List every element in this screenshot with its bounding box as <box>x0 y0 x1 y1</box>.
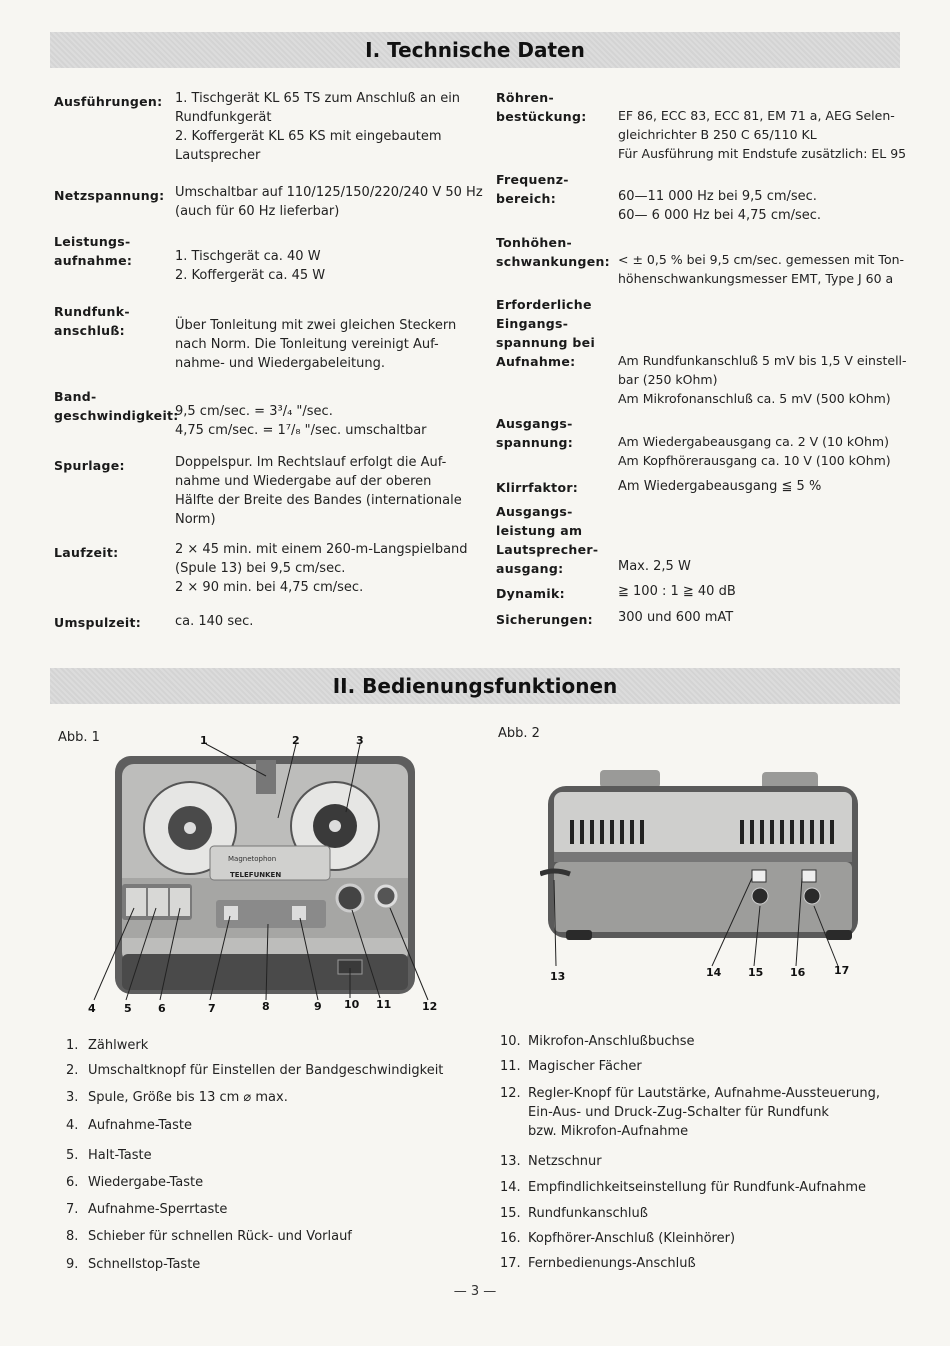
spec-label: Ausgangs- spannung: <box>496 416 574 450</box>
spec-label: Dynamik: <box>496 586 565 601</box>
spec-label: Ausgangs- leistung am Lautsprecher- ausgang: <box>496 504 599 576</box>
spec-value: Am Rundfunkanschluß 5 mV bis 1,5 V einstell- bar (250 kOhm) Am Mikrofonanschluß ca. 5 mV (500 kOhm) <box>618 353 907 406</box>
callout-4: 4 <box>88 1002 96 1015</box>
spec-value: 2 × 45 min. mit einem 260-m-Langspielband (Spule 13) bei 9,5 cm/sec. 2 × 90 min. bei 4,75 cm/sec. <box>175 542 468 595</box>
spec-value: 9,5 cm/sec. = 3³/₄ "/sec. 4,75 cm/sec. = 1⁷/₈ "/sec. umschaltbar <box>175 404 427 438</box>
legend-item: 17. Fernbedienungs-Anschluß <box>500 1256 696 1271</box>
spec-label: Sicherungen: <box>496 612 593 627</box>
spec-label: Band- geschwindigkeit: <box>54 389 179 423</box>
spec-value: 1. Tischgerät ca. 40 W 2. Koffergerät ca. 45 W <box>175 249 326 283</box>
spec-value: Doppelspur. Im Rechtslauf erfolgt die Auf- nahme und Wiedergabe auf der oberen Hälfte der Breite des Bandes (internationale Norm) <box>175 455 462 527</box>
section-technical-data-heading: I. Technische Daten <box>50 32 900 68</box>
legend-item: 8. Schieber für schnellen Rück- und Vorlauf <box>66 1229 352 1244</box>
legend-item: 10. Mikrofon-Anschlußbuchse <box>500 1034 695 1049</box>
telefunken-plate: TELEFUNKEN <box>230 871 282 879</box>
spec-value: EF 86, ECC 83, ECC 81, EM 71 a, AEG Selen- gleichrichter B 250 C 65/110 KL Für Ausführung mit Endstufe zusätzlich: EL 95 <box>618 108 907 161</box>
figure-1-label: Abb. 1 <box>58 730 100 745</box>
legend-item: 9. Schnellstop-Taste <box>66 1257 201 1272</box>
spec-label: Netzspannung: <box>54 188 165 203</box>
spec-value: 60—11 000 Hz bei 9,5 cm/sec. 60— 6 000 Hz bei 4,75 cm/sec. <box>618 189 822 223</box>
spec-value: Max. 2,5 W <box>618 559 691 574</box>
legend-item: 12. Regler-Knopf für Lautstärke, Aufnahme-Aussteuerung, Ein-Aus- und Druck-Zug-Schalter für Rundfunk bzw. Mikrofon-Aufnahme <box>500 1086 880 1139</box>
legend-item: 5. Halt-Taste <box>66 1148 152 1163</box>
callout-14: 14 <box>706 966 722 979</box>
legend-item: 1. Zählwerk <box>66 1038 149 1053</box>
callout-8: 8 <box>262 1000 270 1013</box>
legend-item: 11. Magischer Fächer <box>500 1059 642 1074</box>
spec-label: Spurlage: <box>54 458 125 473</box>
legend-item: 15. Rundfunkanschluß <box>500 1206 648 1221</box>
legend-item: 14. Empfindlichkeitseinstellung für Rundfunk-Aufnahme <box>500 1180 867 1195</box>
callout-17: 17 <box>834 964 850 977</box>
callout-6: 6 <box>158 1002 166 1015</box>
spec-value: Am Wiedergabeausgang ca. 2 V (10 kOhm) Am Kopfhörerausgang ca. 10 V (100 kOhm) <box>618 434 891 468</box>
legend-item: 13. Netzschnur <box>500 1154 602 1169</box>
callout-10: 10 <box>344 998 360 1011</box>
spec-value: Am Wiedergabeausgang ≦ 5 % <box>618 479 822 494</box>
spec-label: Erforderliche Eingangs- spannung bei Aufnahme: <box>496 297 596 369</box>
spec-value: 1. Tischgerät KL 65 TS zum Anschluß an ein Rundfunkgerät 2. Koffergerät KL 65 KS mit eingebautem Lautsprecher <box>175 91 461 163</box>
spec-label: Rundfunk- anschluß: <box>54 304 130 338</box>
spec-value: < ± 0,5 % bei 9,5 cm/sec. gemessen mit Ton- höhenschwankungsmesser EMT, Type J 60 a <box>618 252 905 286</box>
callout-3: 3 <box>356 734 364 747</box>
spec-value: ≧ 100 : 1 ≧ 40 dB <box>618 584 736 599</box>
magnetophon-plate: Magnetophon <box>228 855 277 863</box>
tape-recorder-front-photo <box>60 728 460 1018</box>
legend-item: 3. Spule, Größe bis 13 cm ⌀ max. <box>66 1090 288 1105</box>
figure-2-label: Abb. 2 <box>498 726 540 741</box>
tape-recorder-rear-photo <box>540 770 870 970</box>
spec-label: Tonhöhen- schwankungen: <box>496 235 610 269</box>
spec-value: ca. 140 sec. <box>175 614 254 629</box>
magic-eye-knob <box>337 885 363 911</box>
callout-5: 5 <box>124 1002 132 1015</box>
legend-item: 7. Aufnahme-Sperrtaste <box>66 1202 228 1217</box>
callout-15: 15 <box>748 966 764 979</box>
spec-label: Leistungs- aufnahme: <box>54 234 133 268</box>
callout-13: 13 <box>550 970 566 983</box>
legend-item: 2. Umschaltknopf für Einstellen der Bandgeschwindigkeit <box>66 1063 444 1078</box>
spec-label: Laufzeit: <box>54 545 119 560</box>
legend-item: 16. Kopfhörer-Anschluß (Kleinhörer) <box>500 1231 736 1246</box>
legend-item: 6. Wiedergabe-Taste <box>66 1175 204 1190</box>
spec-label: Frequenz- bereich: <box>496 172 569 206</box>
callout-12: 12 <box>422 1000 438 1013</box>
spec-value: Umschaltbar auf 110/125/150/220/240 V 50 Hz (auch für 60 Hz lieferbar) <box>175 185 483 219</box>
callout-7: 7 <box>208 1002 216 1015</box>
callout-1: 1 <box>200 734 208 747</box>
spec-label: Umspulzeit: <box>54 615 142 630</box>
callout-2: 2 <box>292 734 300 747</box>
legend-item: 4. Aufnahme-Taste <box>66 1118 192 1133</box>
counter-window <box>256 760 276 794</box>
callout-11: 11 <box>376 998 392 1011</box>
spec-value: Über Tonleitung mit zwei gleichen Steckern nach Norm. Die Tonleitung vereinigt Auf- nahme- und Wiedergabeleitung. <box>175 318 457 371</box>
callout-9: 9 <box>314 1000 322 1013</box>
spec-label: Klirrfaktor: <box>496 480 579 495</box>
section-operating-functions-heading: II. Bedienungsfunktionen <box>50 668 900 704</box>
spec-label: Ausführungen: <box>54 94 163 109</box>
page-number: — 3 — <box>453 1284 497 1299</box>
volume-knob <box>376 886 396 906</box>
spec-label: Röhren- bestückung: <box>496 90 587 124</box>
spec-value: 300 und 600 mAT <box>618 610 734 625</box>
callout-16: 16 <box>790 966 806 979</box>
